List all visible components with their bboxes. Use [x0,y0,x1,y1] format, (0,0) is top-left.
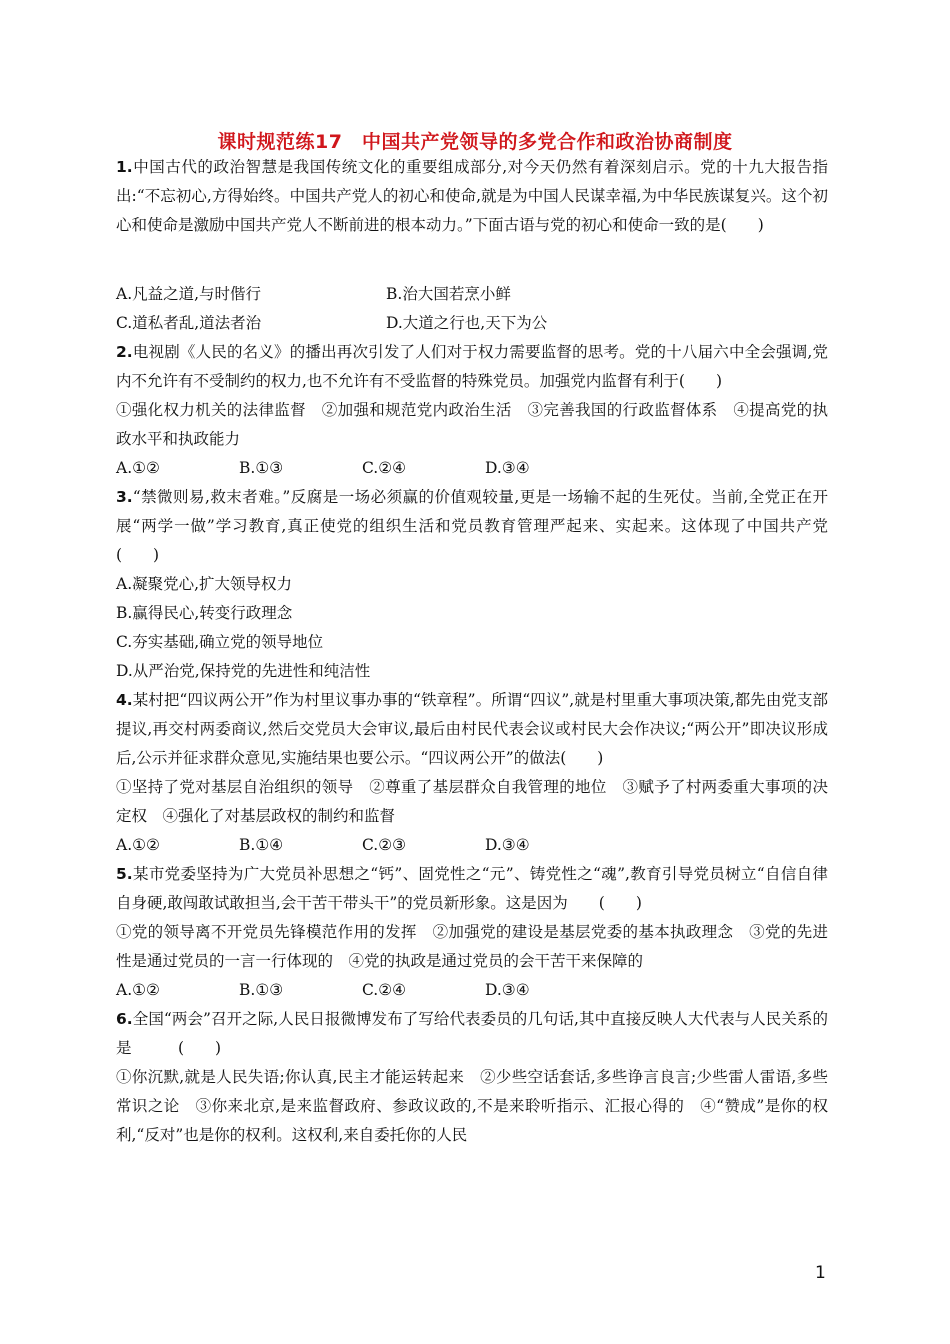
option-d: D.从严治党,保持党的先进性和纯洁性 [116,662,371,680]
question-number: 5. [116,865,133,883]
option-c: C.②④ [362,459,407,477]
question-stem: 中国古代的政治智慧是我国传统文化的重要组成部分,对今天仍然有着深刻启示。党的十九大报告指出:“不忘初心,方得始终。中国共产党人的初心和使命,就是为中国人民谋幸福,为中华民族谋复兴。这个初心和使命是激励中国共产党人不断前进的根本动力。”下面古语与党的初心和使命一致的是( ) [116,158,828,234]
question-4 [116,686,828,860]
question-stem: 全国“两会”召开之际,人民日报微博发布了写给代表委员的几句话,其中直接反映人大代表与人民关系的是 ( ) [116,1010,828,1057]
page-title: 课时规范练17 中国共产党领导的多党合作和政治协商制度 [217,131,733,153]
page-number: 1 [815,1263,826,1283]
question-number: 6. [116,1010,133,1028]
option-d: D.大道之行也,天下为公 [386,314,548,332]
option-d: D.③④ [485,459,530,477]
option-a: A.凝聚党心,扩大领导权力 [116,575,293,593]
option-b: B.赢得民心,转变行政理念 [116,604,293,622]
options-row [116,454,828,483]
question-stem: 某村把“四议两公开”作为村里议事办事的“铁章程”。所谓“四议”,就是村里重大事项决策,都先由党支部提议,再交村两委商议,然后交党员大会审议,最后由村民代表会议或村民大会作决议;“两公开”即决议形成后,公示并征求群众意见,实施结果也要公示。“四议两公开”的做法( ) [116,691,828,767]
question-2 [116,338,828,483]
option-a: A.凡益之道,与时偕行 [116,285,262,303]
question-number: 2. [116,343,133,361]
question-stem: “禁微则易,救末者难。”反腐是一场必须赢的价值观较量,更是一场输不起的生死仗。当前,全党正在开展“两学一做”学习教育,真正使党的组织生活和党员教育管理严起来、实起来。这体现了中国共产党( ) [116,488,828,564]
question-stem: 某市党委坚持为广大党员补思想之“钙”、固党性之“元”、铸党性之“魂”,教育引导党员树立“自信自律自身硬,敢闯敢试敢担当,会干苦干带头干”的党员新形象。这是因为 ( ) [116,865,828,912]
question-6 [116,1005,828,1150]
question-list [116,153,828,1150]
option-b: B.①④ [239,836,284,854]
question-number: 1. [116,158,133,176]
option-a: A.①② [116,459,160,477]
option-c: C.夯实基础,确立党的领导地位 [116,633,324,651]
question-number: 3. [116,488,133,506]
options-row [116,976,828,1005]
question-items: ①坚持了党对基层自治组织的领导 ②尊重了基层群众自我管理的地位 ③赋予了村两委重大事项的决定权 ④强化了对基层政权的制约和监督 [116,778,828,825]
option-b: B.①③ [239,459,284,477]
options-row [116,280,828,309]
question-stem: 电视剧《人民的名义》的播出再次引发了人们对于权力需要监督的思考。党的十八届六中全会强调,党内不允许有不受制约的权力,也不允许有不受监督的特殊党员。加强党内监督有利于( ) [116,343,828,390]
question-items: ①党的领导离不开党员先锋模范作用的发挥 ②加强党的建设是基层党委的基本执政理念 ③党的先进性是通过党员的一言一行体现的 ④党的执政是通过党员的会干苦干来保障的 [116,923,828,970]
question-items: ①强化权力机关的法律监督 ②加强和规范党内政治生活 ③完善我国的行政监督体系 ④提高党的执政水平和执政能力 [116,401,828,448]
option-a: A.①② [116,836,160,854]
option-a: A.①② [116,981,160,999]
option-c: C.道私者乱,道法者治 [116,314,262,332]
options-row [116,831,828,860]
option-d: D.③④ [485,981,530,999]
question-items: ①你沉默,就是人民失语;你认真,民主才能运转起来 ②少些空话套话,多些诤言良言;少些雷人雷语,多些常识之论 ③你来北京,是来监督政府、参政议政的,不是来聆听指示、汇报心得的 ④“赞成”是你的权利,“反对”也是你的权利。这权利,来自委托你的人民 [116,1068,828,1144]
option-c: C.②③ [362,836,407,854]
question-1 [116,153,828,338]
options-row [116,309,828,338]
option-b: B.治大国若烹小鲜 [386,285,511,303]
question-3 [116,483,828,686]
option-b: B.①③ [239,981,284,999]
question-number: 4. [116,691,133,709]
option-c: C.②④ [362,981,407,999]
option-d: D.③④ [485,836,530,854]
question-5 [116,860,828,1005]
